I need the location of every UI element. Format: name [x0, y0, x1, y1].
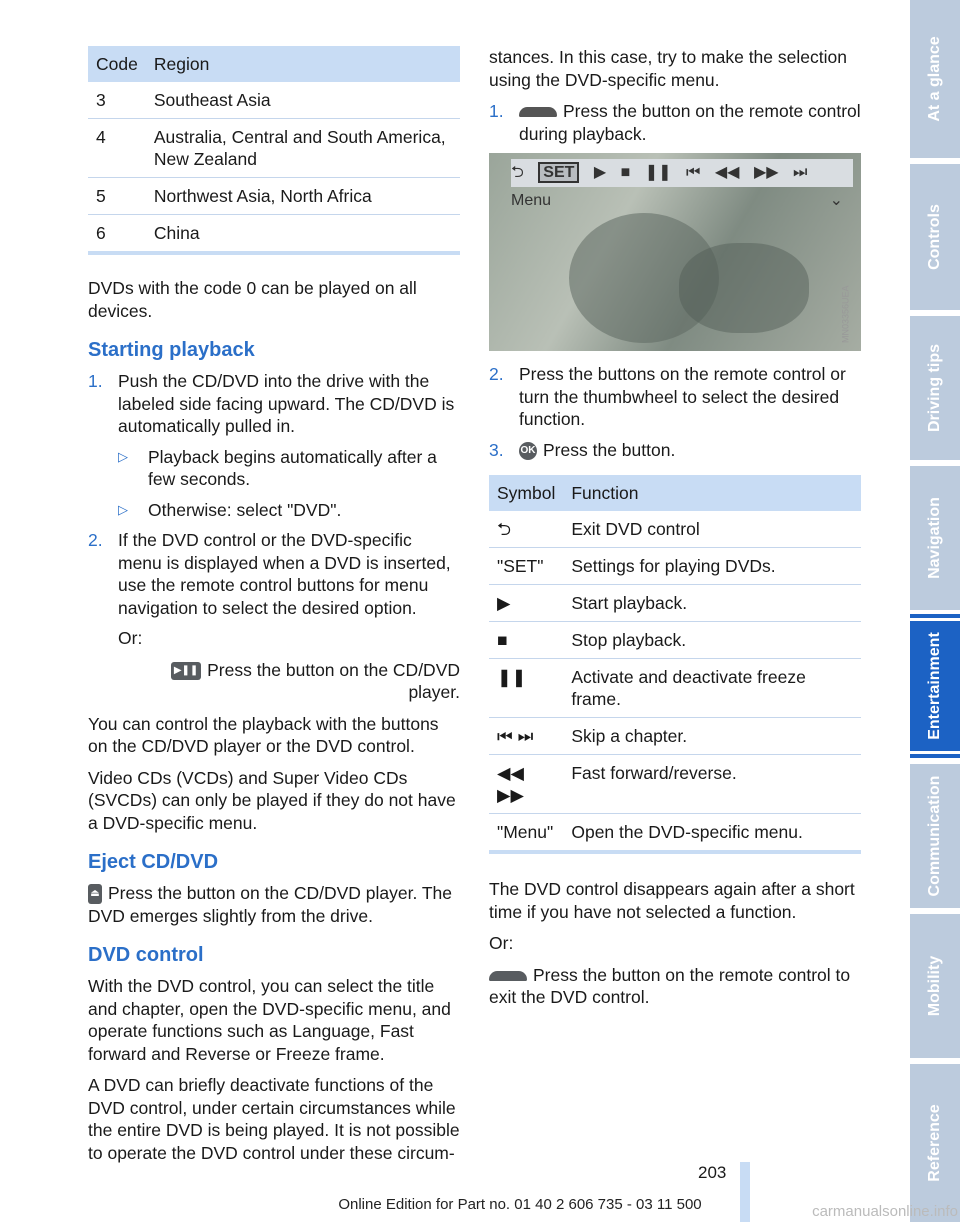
remote-back-button-icon	[489, 971, 527, 981]
step-text: Push the CD/DVD into the drive with the labeled side facing upward. The CD/DVD is automatically pulled in.	[118, 371, 455, 436]
chevron-down-icon: ⌄	[829, 192, 843, 209]
set-label: SET	[538, 162, 579, 183]
step-text: Press the buttons on the remote control or turn the thumbwheel to select the desired function.	[519, 364, 846, 429]
or-text: Or:	[118, 628, 143, 648]
function-cell: Open the DVD-specific menu.	[563, 814, 861, 853]
symbol-table	[489, 475, 861, 854]
table-row	[489, 511, 861, 548]
play-icon: ▶	[593, 164, 607, 181]
skip-forward-icon: ⏭	[793, 164, 808, 181]
tab-at-a-glance[interactable]: At a glance	[910, 0, 960, 158]
eject-button-icon: ⏏	[88, 884, 102, 904]
table-row	[88, 178, 460, 215]
header-region: Region	[146, 46, 460, 82]
symbol-cell: ▶	[489, 585, 563, 622]
tab-communication[interactable]: Communication	[910, 764, 960, 908]
region-name: China	[146, 215, 460, 254]
section-tabs	[904, 0, 960, 1222]
triangle-bullet-icon: ▷	[118, 501, 128, 517]
dvd-control-text: With the DVD control, you can select the title and chapter, open the DVD-specific menu, and operate functions such as Language, Fast forward and Reverse or Freeze frame.	[88, 976, 451, 1064]
stop-icon: ■	[620, 164, 631, 181]
tab-entertainment[interactable]: Entertainment	[910, 614, 960, 758]
function-cell: Settings for playing DVDs.	[563, 548, 861, 585]
symbol-cell: "SET"	[489, 548, 563, 585]
region-name: Australia, Central and South America, New Zealand	[146, 119, 460, 178]
function-cell: Skip a chapter.	[563, 718, 861, 755]
watermark: carmanualsonline.info	[812, 1203, 958, 1220]
rewind-icon: ◀◀	[714, 164, 740, 181]
step-text: Press the button.	[543, 439, 676, 460]
table-row	[489, 718, 861, 755]
dvd-control-bar	[511, 159, 853, 209]
ok-button-icon: OK	[519, 442, 537, 460]
list-item: 2. If the DVD control or the DVD-specific menu is displayed when a DVD is inserted, use the remote control buttons for menu navigation to select the desired option. Or: ▶❚❚ Press the button on the CD/DVD player.	[88, 530, 460, 702]
symbol-cell: ⮌	[489, 511, 563, 548]
eject-text: Press the button on the CD/DVD player. The DVD emerges slightly from the drive.	[88, 883, 453, 926]
region-name: Southeast Asia	[146, 82, 460, 119]
dvd-screen-image	[489, 153, 861, 351]
exit-arrow-icon: ⮌	[511, 164, 524, 181]
list-item: 3. OK Press the button.	[489, 439, 676, 460]
heading-dvd-control: DVD control	[88, 944, 204, 966]
tab-controls[interactable]: Controls	[910, 164, 960, 310]
image-code: MN03356UEA	[840, 285, 851, 344]
list-item: ▷ Otherwise: select "DVD".	[118, 499, 342, 520]
skip-back-icon: ⏮	[686, 164, 701, 181]
control-text: You can control the playback with the buttons on the CD/DVD player or the DVD control.	[88, 713, 439, 756]
play-pause-button-icon: ▶❚❚	[171, 662, 201, 680]
right-column	[489, 46, 861, 1018]
symbol-cell: "Menu"	[489, 814, 563, 853]
tab-reference[interactable]: Reference	[910, 1064, 960, 1222]
function-cell: Start playback.	[563, 585, 861, 622]
heading-starting-playback: Starting playback	[88, 339, 255, 361]
table-row	[88, 119, 460, 178]
table-row	[489, 659, 861, 718]
remote-back-button-icon	[519, 107, 557, 117]
step-text: If the DVD control or the DVD-specific menu is displayed when a DVD is inserted, use the remote control buttons for menu navigation to select the desired option.	[118, 530, 451, 618]
footer: Online Edition for Part no. 01 40 2 606 735 - 03 11 500	[338, 1196, 702, 1213]
list-item: 1. Push the CD/DVD into the drive with the labeled side facing upward. The CD/DVD is automatically pulled in. ▷ Playback begins automatically after a few seconds. ▷ Otherwise: select "DVD".	[88, 370, 460, 521]
symbol-cell: ■	[489, 622, 563, 659]
region-code: 6	[88, 215, 146, 254]
heading-eject: Eject CD/DVD	[88, 851, 219, 873]
tab-mobility[interactable]: Mobility	[910, 914, 960, 1058]
list-item: ▷ Playback begins automatically after a few seconds.	[118, 446, 437, 489]
table-row	[88, 215, 460, 254]
page-number-bar	[740, 1162, 750, 1222]
pause-icon: ❚❚	[644, 164, 672, 181]
region-code: 5	[88, 178, 146, 215]
region-code: 4	[88, 119, 146, 178]
list-item: 2. Press the buttons on the remote control or turn the thumbwheel to select the desired function.	[489, 364, 846, 429]
symbol-cell: ⏮ ⏭	[489, 718, 563, 755]
disappear-text: The DVD control disappears again after a short time if you have not selected a function.	[489, 879, 855, 922]
region-code: 3	[88, 82, 146, 119]
table-row	[489, 585, 861, 622]
list-item: 1. Press the button on the remote control during playback.	[489, 101, 861, 144]
tab-navigation[interactable]: Navigation	[910, 466, 960, 610]
function-cell: Stop playback.	[563, 622, 861, 659]
tab-driving-tips[interactable]: Driving tips	[910, 316, 960, 460]
header-code: Code	[88, 46, 146, 82]
step-text: Press the button on the remote control during playback.	[519, 101, 861, 144]
function-cell: Activate and deactivate freeze frame.	[563, 659, 861, 718]
code0-text: DVDs with the code 0 can be played on all devices.	[88, 278, 417, 321]
page-number: 203	[698, 1163, 727, 1182]
header-symbol: Symbol	[489, 475, 563, 511]
function-cell: Fast forward/reverse.	[563, 755, 861, 814]
exit-text: Press the button on the remote control to exit the DVD control.	[489, 964, 851, 1007]
region-table	[88, 46, 460, 255]
table-row	[489, 755, 861, 814]
vcd-text: Video CDs (VCDs) and Super Video CDs (SVCDs) can only be played if they do not have a DVD-specific menu.	[88, 767, 456, 833]
symbol-cell: ◀◀ ▶▶	[489, 755, 563, 814]
triangle-bullet-icon: ▷	[118, 448, 128, 464]
table-row	[489, 814, 861, 853]
menu-label: Menu	[511, 192, 552, 209]
header-function: Function	[563, 475, 861, 511]
left-column	[88, 46, 460, 1173]
dvd-deactivate-text: A DVD can briefly deactivate functions of the DVD control, under certain circumstances while the entire DVD is being played. It is not possible to operate the DVD control under these circum-	[88, 1075, 460, 1163]
forward-icon: ▶▶	[753, 164, 779, 181]
continued-text: stances. In this case, try to make the selection using the DVD-specific menu.	[489, 47, 847, 90]
or-text: Or:	[489, 933, 514, 953]
symbol-cell: ❚❚	[489, 659, 563, 718]
table-row	[489, 622, 861, 659]
table-row	[489, 548, 861, 585]
table-row	[88, 82, 460, 119]
region-name: Northwest Asia, North Africa	[146, 178, 460, 215]
function-cell: Exit DVD control	[563, 511, 861, 548]
